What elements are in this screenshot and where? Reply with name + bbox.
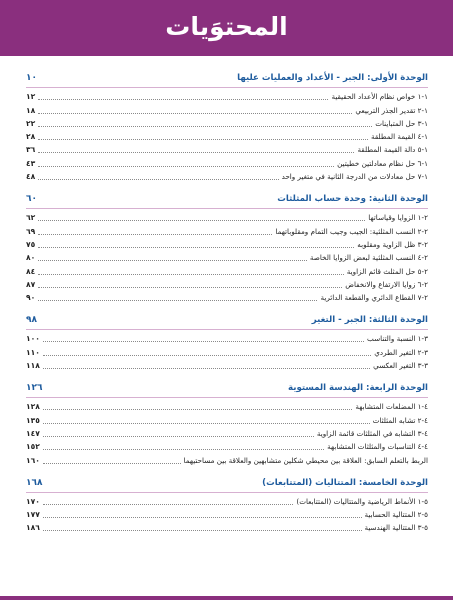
toc-entry-page-number: ٦٩ (26, 226, 36, 236)
toc-entry-page-number: ١٨ (26, 105, 36, 115)
toc-entry-title: ٤-٤ التناسبات والمثلثات المتشابهة (327, 442, 428, 452)
toc-entry-page-number: ١٢ (26, 92, 36, 102)
toc-entry-page-number: ١١٠ (26, 347, 40, 357)
toc-entry-page-number: ١٦٠ (26, 455, 40, 465)
toc-entry-title: ٥-٣ المتتالية الهندسية (364, 523, 428, 533)
toc-entry-page-number: ٤٣ (26, 158, 36, 168)
toc-entry-title: ٤-٣ التشابه في المثلثات قائمة الزاوية (316, 428, 428, 438)
toc-entry-title: ٤-٢ تشابه المثلثات (372, 415, 428, 425)
toc-entry (26, 332, 428, 345)
dot-leader (38, 113, 352, 114)
toc-entry (26, 117, 428, 130)
toc-entry (26, 521, 428, 534)
dot-leader (38, 234, 272, 235)
dot-leader (43, 530, 362, 531)
unit-page-number: ١٦٨ (26, 477, 43, 488)
unit-page-number: ٦٠ (26, 194, 37, 205)
dot-leader (38, 274, 344, 275)
toc-entry-title: الربط بالتعلم السابق: العلاقة بين محيطي شكلين متشابهين والعلاقة بين مساحتيهما (183, 455, 428, 465)
unit-title: الوحدة الخامسة: المتتاليات (المتتابعات) (262, 477, 428, 488)
toc-entry-title: ١-٥ دالة القيمة المطلقة (357, 145, 428, 155)
unit-divider (26, 87, 428, 88)
toc-entry-page-number: ٣٦ (26, 145, 36, 155)
unit-title: الوحدة الثالثة: الجبر - التغير (311, 315, 428, 326)
toc-unit (26, 70, 428, 183)
toc-entry-page-number: ١٨٦ (26, 523, 40, 533)
toc-entry-page-number: ١٢٨ (26, 402, 40, 412)
toc-entry-page-number: ٨٤ (26, 266, 36, 276)
toc-entry (26, 264, 428, 277)
toc-entry-title: ٣-١ النسبة والتناسب (367, 334, 428, 344)
unit-page-number: ٩٨ (26, 315, 37, 326)
unit-heading (26, 191, 428, 208)
dot-leader (38, 166, 334, 167)
toc-entry-page-number: ١١٨ (26, 361, 40, 371)
unit-divider (26, 208, 428, 209)
page-title: المحتوَيات (165, 12, 288, 41)
unit-heading (26, 312, 428, 329)
toc-entry-title: ٤-١ المضلعات المتشابهة (355, 402, 428, 412)
toc-entry-title: ١-٢ تقدير الجذر التربيعي (355, 105, 428, 115)
dot-leader (38, 260, 307, 261)
toc-entry-title: ٢-٦ زوايا الارتفاع والانخفاض (345, 279, 428, 289)
unit-title: الوحدة الرابعة: الهندسة المستوية (288, 383, 428, 394)
toc-entry (26, 90, 428, 103)
toc-entry (26, 345, 428, 358)
toc-entry-title: ٢-١ الزوايا وقياساتها (368, 213, 428, 223)
toc-entry-title: ١-٣ حل المتباينات (375, 118, 428, 128)
footer-rule (0, 596, 453, 600)
toc-entry (26, 170, 428, 183)
unit-divider (26, 329, 428, 330)
page-header (0, 0, 453, 56)
toc-entry-page-number: ١٤٧ (26, 428, 40, 438)
toc-entry (26, 224, 428, 237)
toc-entry-title: ١-٤ القيمة المطلقة (370, 132, 428, 142)
toc-entry-page-number: ١٧٧ (26, 510, 40, 520)
dot-leader (38, 220, 365, 221)
dot-leader (43, 463, 181, 464)
toc-entry (26, 291, 428, 304)
unit-page-number: ١٠ (26, 73, 37, 83)
toc-entry-title: ٢-٤ النسب المثلثية لبعض الزوايا الخاصة (309, 253, 428, 263)
toc-entry (26, 413, 428, 426)
toc-entry-page-number: ١٣٥ (26, 415, 40, 425)
toc-entry (26, 440, 428, 453)
dot-leader (38, 99, 328, 100)
toc-entry-title: ٢-٢ النسب المثلثية: الجيب وجيب التمام ومقلوباتهما (275, 226, 428, 236)
toc-entry (26, 211, 428, 224)
toc-unit (26, 191, 428, 304)
unit-divider (26, 397, 428, 398)
toc-unit (26, 475, 428, 535)
toc-entry-page-number: ٨٧ (26, 279, 36, 289)
dot-leader (43, 423, 370, 424)
toc-entry (26, 156, 428, 169)
toc-entry-title: ٥-١ الأنماط الرياضية والمتتاليات (المتتابعات) (296, 496, 428, 506)
dot-leader (43, 341, 364, 342)
dot-leader (43, 355, 371, 356)
toc-entry (26, 427, 428, 440)
dot-leader (38, 152, 354, 153)
toc-entry-title: ٣-٣ التغير العكسي (373, 361, 428, 371)
toc-entry-title: ١-٦ حل نظام معادلتين خطيتين (337, 158, 428, 168)
toc-entry-page-number: ٩٠ (26, 293, 36, 303)
unit-title: الوحدة الأولى: الجبر - الأعداد والعمليات عليها (237, 73, 428, 83)
toc-entry (26, 508, 428, 521)
toc-entry (26, 103, 428, 116)
toc-entry (26, 251, 428, 264)
toc-entry (26, 143, 428, 156)
toc-entry (26, 278, 428, 291)
dot-leader (43, 504, 293, 505)
toc-entry-page-number: ١٥٢ (26, 442, 40, 452)
toc-entry (26, 453, 428, 466)
toc-entry-page-number: ٧٥ (26, 239, 36, 249)
dot-leader (38, 300, 317, 301)
toc-entry-title: ١-٧ حل معادلات من الدرجة الثانية في متغير واحد (281, 172, 428, 182)
unit-heading (26, 70, 428, 87)
unit-heading (26, 380, 428, 397)
toc-entry-title: ٥-٢ المتتالية الحسابية (364, 510, 428, 520)
toc-entry-page-number: ٦٢ (26, 213, 36, 223)
toc-entry-title: ٣-٢ التغير الطردي (374, 347, 428, 357)
unit-page-number: ١٢٦ (26, 383, 43, 394)
toc-entry-page-number: ١٠٠ (26, 334, 40, 344)
dot-leader (43, 517, 362, 518)
dot-leader (43, 368, 370, 369)
toc-entry-page-number: ٤٨ (26, 172, 36, 182)
toc-entry-title: ١-١ خواص نظام الأعداد الحقيقية (331, 92, 428, 102)
toc-entry-page-number: ١٧٠ (26, 496, 40, 506)
dot-leader (38, 139, 368, 140)
unit-heading (26, 475, 428, 492)
toc-entry-title: ٢-٣ ظل الزاوية ومقلوبه (357, 239, 428, 249)
unit-divider (26, 492, 428, 493)
dot-leader (38, 179, 278, 180)
toc-entry (26, 130, 428, 143)
dot-leader (43, 436, 314, 437)
dot-leader (43, 449, 324, 450)
toc-entry-page-number: ٨٠ (26, 253, 36, 263)
toc-entry (26, 238, 428, 251)
dot-leader (38, 287, 342, 288)
table-of-contents (26, 70, 428, 542)
unit-title: الوحدة الثانية: وحدة حساب المثلثات (277, 194, 428, 205)
dot-leader (43, 409, 353, 410)
dot-leader (38, 126, 372, 127)
toc-entry-page-number: ٢٢ (26, 118, 36, 128)
toc-entry (26, 400, 428, 413)
toc-entry (26, 359, 428, 372)
toc-entry (26, 495, 428, 508)
dot-leader (38, 247, 354, 248)
toc-entry-page-number: ٢٨ (26, 132, 36, 142)
toc-unit (26, 312, 428, 372)
toc-entry-title: ٢-٧ القطاع الدائري والقطعة الدائرية (320, 293, 428, 303)
toc-entry-title: ٢-٥ حل المثلث قائم الزاوية (346, 266, 428, 276)
toc-unit (26, 380, 428, 466)
